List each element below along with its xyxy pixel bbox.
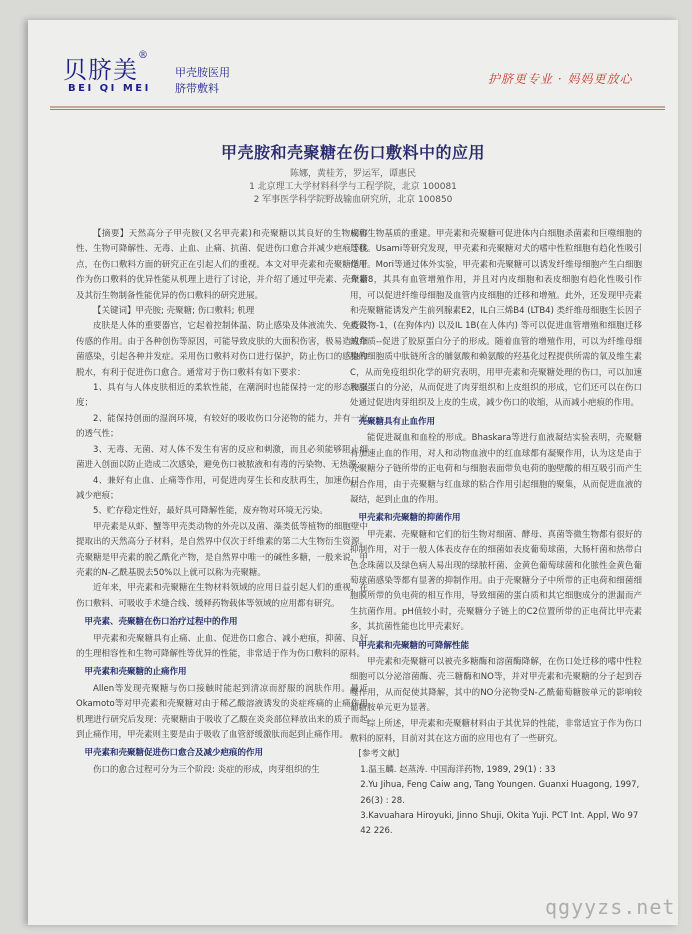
paragraph: 皮肤是人体的重要器官，它起着控制体温、防止感染及体液流失、免疫及传感的作用。由于各种创伤等原因，可能导致皮肤的大面积伤害，极易造成细菌感染，引起各种并发症。采用伤口敷料对伤口进行保护，防止伤口的感染和脱水，有利于促进伤口愈合。通常对于伤口敷料有如下要求： [76,321,368,378]
reference-item: 1.温玉麟. 赵蒸涛. 中国海洋药物, 1989, 29(1) : 33 [360,764,556,775]
right-column [350,227,642,840]
watermark: qgyyzs.net [545,895,676,919]
paragraph: 伤口的愈合过程可分为三个阶段: 炎症的形成，肉芽组织的生 [93,764,320,775]
reference-item: 3.Kavuahara Hiroyuki, Jinno Shuji, Okita Yuji. PCT Int. Appl, Wo 97 42 226. [360,811,639,837]
abstract: 【摘要】天然高分子甲壳胺(又名甲壳素)和壳聚糖以其良好的生物相容性、生物可降解性、无毒、止血、止痛、抗菌、促进伤口愈合并减少疤痕等优点，在伤口敷料方面的研究正在引起人们的重视。本文对甲壳素和壳聚糖适于作为伤口敷料的优异性能从机理上进行了讨论，并介绍了通过甲壳素、壳聚糖及其衍生物制备性能优异的伤口敷料的研究进展。 [76,229,368,301]
affiliation-2: 2 军事医学科学院野战输血研究所，北京 100850 [253,195,453,205]
requirement-item: 2、能保持创面的湿润环境，有较好的吸收伤口分泌物的能力，并有一定的透气性； [76,413,368,440]
keywords: 【关键词】甲壳胺; 壳聚糖; 伤口敷料; 机理 [93,306,255,317]
paragraph: 甲壳素和壳聚糖具有止痛、止血、促进伤口愈合、减小疤痕，抑菌、良好的生理相容性和生物可降解性等优异的性能，非常适于作为伤口敷料的原料。 [76,633,368,659]
brand-logo-english: BEI QI MEI [68,83,151,94]
paragraph: 甲壳素、壳聚糖和它们的衍生物对细菌、酵母、真菌等微生物都有很好的抑制作用，对于一般人体表皮存在的细菌如表皮葡萄球菌，大肠杆菌和热带白色念珠菌以及绿色病人易出现的绿脓杆菌、金黄色葡萄球菌和化脓性金黄色葡萄球菌感染等都有显著的抑制作用。由于壳聚糖分子中所带的正电荷和细菌细胞膜所带的负电荷的相互作用，导致细菌的蛋白质和其它细胞成分的泄漏而产生抗菌作用。pH值较小时，壳聚糖分子链上的C2位置所带的正电荷比甲壳素多，其抗菌性能也比甲壳素好。 [350,529,642,633]
section-heading: 甲壳素和壳聚糖的止痛作用 [84,667,187,678]
requirement-item: 1、具有与人体皮肤相近的柔软性能，在潮润时也能保持一定的形态和强度； [76,383,368,409]
paragraph: 综上所述，甲壳素和壳聚糖材料由于其优异的性能，非常适宜于作为伤口敷料的原料，目前对其在这方面的应用也有了一些研究。 [350,718,642,744]
slogan: 护脐更专业 · 妈妈更放心 [488,72,633,86]
requirement-item: 5、贮存稳定性好，最好具可降解性能，废弃物对环境无污染。 [93,506,328,517]
section-heading: 甲壳素、壳聚糖在伤口治疗过程中的作用 [84,617,238,628]
brand-logo: 贝脐美® [63,50,149,84]
paragraph: 近年来，甲壳素和壳聚糖在生物材料领域的应用日益引起人们的重视，在伤口敷料、可吸收手术缝合线、缓释药物载体等领域的应用都有研究。 [76,583,368,609]
requirement-item: 4、兼好有止血、止痛等作用，可促进肉芽生长和皮肤再生，加速伤口、减少疤痕； [76,475,368,501]
paragraph: 甲壳素是从虾、蟹等甲壳类动物的外壳以及菌、藻类低等植物的细胞壁中提取出的天然高分子材料，是自然界中仅次于纤维素的第二大生物衍生资源。壳聚糖是甲壳素的脱乙酰化产物，是自然界中唯一的碱性多糖，一般来说，甲壳素的N-乙酰基脱去50%以上就可以称为壳聚糖。 [76,521,368,578]
left-column [76,227,368,778]
section-heading: 甲壳素和壳聚糖的可降解性能 [358,640,470,651]
section-heading: 壳聚糖具有止血作用 [358,416,436,427]
header-divider-blue [50,109,665,110]
header-divider [50,106,665,108]
article-title: 甲壳胺和壳聚糖在伤口敷料中的应用 [220,143,485,162]
authors: 陈娜，黄桂芳，罗运军，谭惠民 [289,169,416,179]
paragraph: 成和生物基质的重建。甲壳素和壳聚糖可促进体内白细胞杀菌素和巨噬细胞的迁移。Usami等研究发现，甲壳素和壳聚糖对犬的嗜中性粒细胞有趋化性吸引作用。Mori等通过体外实验，甲壳素和壳聚糖可以诱发纤维母细胞产生白细胞介素8，其具有血管增殖作用，并且对内皮细胞和表皮细胞有趋化性吸引作用，可以促进纤维母细胞及血管内皮细胞的迁移和增殖。此外，还发现甲壳素和壳聚糖能诱发产生前列腺素E2，IL白三烯B4 (LTB4) 类纤维母细胞生长因子类似物-1，(在狗体内) 以及IL 1B(在人体内) 等可以促进血管增殖和细胞迁移的介质--促进了胶原蛋白分子的形成。随着血管的增殖作用，可以为纤维母细胞的细胞质中肽链所含的脯氨酸和赖氨酸的羟基化过程提供所需的氧及维生素C，从而免疫组织化学的研究表明，用甲壳素和壳聚糖处理的伤口，可以加速胶原蛋白的分泌，从而促进了肉芽组织和上皮组织的形成，它们还可以在伤口处通过促进肉芽组织及上皮的生成，减少伤口的收缩，从而减小疤痕的作用。 [350,229,642,409]
reference-item: 2.Yu Jihua, Feng Caiw ang, Tang Youngen. Guanxi Huagong, 1997, 26(3) : 28. [360,780,640,806]
article-byline [28,168,678,207]
affiliation-1: 1 北京理工大学材料科学与工程学院，北京 100081 [249,182,457,192]
requirement-item: 3、无毒、无菌、对人体不发生有害的反应和刺激，而且必须能够阻止细菌进入创面以防止造成二次感染，避免伤口被脓液和有毒的污染物、无热源； [76,444,368,471]
paragraph: 能促进凝血和血栓的形成。Bhaskara等进行血液凝结实验表明，壳聚糖有加速止血的作用，对人和动物血液中的红血球都有凝聚作用，认为这是由于壳聚糖分子链所带的正电荷和与细胞表面带负电荷的胞壁酸的相互吸引而产生粘合作用，由于壳聚糖与红血球的粘合作用引起细胞的聚集，从而促进血液的凝结，起到止血的作用。 [350,433,642,505]
product-label: 甲壳胺医用 脐带敷料 [175,66,230,95]
document-page [28,20,678,925]
page-header [28,20,678,98]
section-heading: 甲壳素和壳聚糖促进伤口愈合及减少疤痕的作用 [84,748,264,759]
paragraph: Allen等发现壳聚糖与伤口接触时能起到清凉而舒服的润肤作用。最近Okamoto等对甲壳素和壳聚糖对由于稀乙酸溶液诱发的炎症疼痛的止痛作用机理进行研究后发现：壳聚糖由于吸收了乙酸在炎炎部位释放出来的质子而起到止痛作用，甲壳素则主要是由于吸收了血管舒缓激肽而起到止痛作用。 [76,683,368,740]
section-heading: 甲壳素和壳聚糖的抑菌作用 [358,513,461,524]
references-heading: [参考文献] [358,749,400,760]
paragraph: 甲壳素和壳聚糖可以被壳多糖酶和溶菌酶降解，在伤口处迁移的嗜中性粒细胞可以分泌溶菌酶、壳三糖酶和NO等，并对甲壳素和壳聚糖的分子起到吞噬作用，从而促使其降解，其中的NO分泌物受N-乙酰葡萄糖胺单元的影响较葡糖胺单元更为显著。 [350,656,642,714]
